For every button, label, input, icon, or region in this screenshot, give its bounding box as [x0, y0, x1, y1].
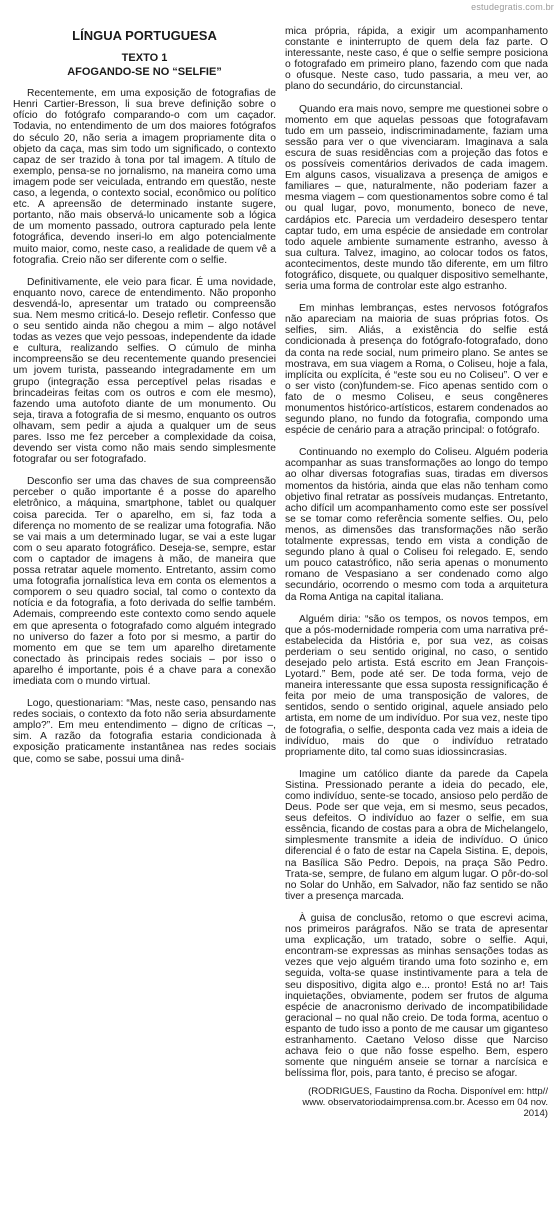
- paragraph: Alguém diria: “são os tempos, os novos tempos, em que a pós-modernidade romperia com uma narrativa pré-estabelecida da História e, por sua vez, as coisas perderiam o seu sentido original, no caso, o sentido desejado pelo artista. Está escrito em Jean François-Lyotard.” Bem, pode até ser. De toda forma, vejo de maneira interessante que essa suposta ressignificação é feita por meio de uma transposição de valores, de sentidos, sendo o sentido original, aquele ansiado pelo artista, em nome de um indivíduo. Por sua vez, neste tipo de fotografia, o selfie, desponta cada vez mais a ideia de indivíduo, mais do que o indivíduo retratado propriamente dito, tal como suas idiossincrasias.: [285, 613, 548, 758]
- paragraph: Continuando no exemplo do Coliseu. Alguém poderia acompanhar as suas transformações ao longo do tempo ao olhar diversas fotografias suas, tiradas em diversos momentos da história, ainda que elas não tenham como objetivo final retratar as possíveis mudanças. Entretanto, acho difícil um acompanhamento como este ser possível se se tomar como referência somente selfies. Ou, pelo menos, as dimensões das transformações não serão totalmente expressas, tendo em vista a condição de segundo plano à qual o Coliseu foi relegado. E, sendo um pouco catastrófico, não seria apenas o monumento romano de Vespasiano a ser condenado como algo secundário, ocorrendo o mesmo com toda a arquitetura da Roma Antiga na capital italiana.: [285, 447, 548, 603]
- right-column: [285, 26, 548, 1119]
- paragraph: Quando era mais novo, sempre me questionei sobre o momento em que aquelas pessoas que fotografavam tudo em um passeio, indiscriminadamente, faziam uma sessão para ver o que vivenciaram. Imaginava a sala escura de suas residências com a projeção das fotos e os possíveis comentários derivados de cada imagem. Em alguns casos, visualizava a presença de amigos e familiares – que, naturalmente, não poderiam fazer a mesma viagem – com questionamentos sobre como é tal ou qual lugar, povo, monumento, boneco de neve, cardápios etc. Parecia um verdadeiro desespero tentar captar tudo, em uma espécie de ansiedade em controlar todo aquele ambiente sumamente estranho, avesso à sua cultura. Talvez, imagino, ao colocar todos os fatos, acontecimentos, deste mundo tão diferente, em um filtro fotográfico, disquete, ou qualquer dispositivo semelhante, seria uma forma de controlar este algo estranho.: [285, 103, 548, 293]
- paragraph: Definitivamente, ele veio para ficar. É uma novidade, enquanto novo, carece de entendimento. Não proponho desvendá-lo, apresentar um tratado ou compreensão sua. Nem mesmo criticá-lo. Desejo refletir. Confesso que o seu sentido ainda não chegou a mim – algo notável todas as vezes que vejo pessoas, independente da idade e cultura, realizando selfies. O cúmulo de minha incompreensão se deu recentemente quando presenciei um jovem turista, passeando integradamente em um grupo (integração essa perceptível pelas risadas e brincadeiras feitas com os outros e com ele mesmo), fazendo uma autofoto diante de um monumento. Ou seja, tirava a fotografia de si mesmo, enquanto os outros olhavam, sem pedir a ajuda a qualquer um de seus pares. Isso me fez perceber a complexidade da coisa, devendo ser vista como não mais sendo simplesmente fotografar ou ser fotografado.: [13, 276, 276, 466]
- paragraph: Logo, questionariam: “Mas, neste caso, pensando nas redes sociais, o contexto da foto não seria absurdamente amplo?”. Em meu entendimento – digno de críticas –, sim. A razão da fotografia estaria condicionada à exposição praticamente instantânea nas redes sociais que, como se sabe, possui uma dinâ-: [13, 698, 276, 765]
- subject-heading: LÍNGUA PORTUGUESA: [72, 28, 217, 43]
- paragraph: Recentemente, em uma exposição de fotografias de Henri Cartier-Bresson, li sua breve definição sobre o ofício do fotógrafo comparando-o com um caçador. Todavia, no entendimento de um dos maiores fotógrafos do século 20, não seria a imagem propriamente dita o objeto da caça, mas sim todo um significado, o contexto capaz de ser trazido à tona por tal imagem. A título de exemplo, pensa-se no jornalismo, na maneira como uma imagem pode ser veiculada, entrando em questão, neste caso, a legenda, o contexto social, econômico ou político etc. A apreensão de determinado instante sugere, portanto, não mais observá-lo unicamente sob a lógica de um momento passado, outrora capturado pela lente fotográfica, devendo inseri-lo em algo potencialmente muito maior, como, neste caso, a realidade de quem vê a fotografia. Creio não ser diferente com o selfie.: [13, 88, 276, 266]
- site-watermark: estudegratis.com.br: [471, 2, 554, 12]
- article-title: AFOGANDO-SE NO “SELFIE”: [67, 66, 222, 79]
- paragraph: Imagine um católico diante da parede da Capela Sistina. Pressionado perante a ideia do pecado, ele, como indivíduo, sente-se tocado, ansioso pelo perdão de Deus. Pode ser que veja, em si mesmo, seus pecados, seus defeitos. O indivíduo ao fazer o selfie, em sua essência, ficando de costas para a obra de Michelangelo, simplesmente transmite a ideia de indivíduo. O único diferencial é o fato de estar na Capela Sistina. E, depois, na Basílica São Pedro. Depois, na praça São Pedro. Trata-se, sempre, de fulano em algum lugar. O pôr-do-sol no Solar do Unhão, em Salvador, não faz sentido se não tiver a presença marcada.: [285, 768, 548, 902]
- source-citation: (RODRIGUES, Faustino da Rocha. Disponível em: http// www. observatoriodaimprensa.com.br. Acesso em 04 nov. 2014): [302, 1086, 548, 1120]
- paragraph: À guisa de conclusão, retomo o que escrevi acima, nos primeiros parágrafos. Não se trata de apresentar uma explicação, um tratado, sobre o selfie. Aqui, encontram-se expressas as minhas sensações todas as vezes que vejo alguém tirando uma foto sozinho e, em seguida, volta-se quase instintivamente para a tela de seu dispositivo, digita algo e... pronto! Está no ar! Tais inquietações, obviamente, podem ser frutos de alguma espécie de anacronismo derivado de incompatibilidade geracional – no qual não creio. De toda forma, acentuo o espanto de tudo isso a ponto de me causar um giganteso estranhamento. Caetano Veloso disse que Narciso achava feio o que não fosse espelho. Bem, espero somente que ninguém anseie se tornar a narcísica e belíssima flor, pois, para tanto, é preciso se afogar.: [285, 912, 548, 1080]
- text-number-heading: TEXTO 1: [121, 52, 168, 64]
- paragraph-continuation: mica própria, rápida, a exigir um acompanhamento constante e ininterrupto de quem dela faz parte. O interessante, neste caso, é que o selfie sempre posiciona o fotografado em primeiro plano, fazendo com que nada o ofusque. Neste caso, tudo passaria, a meu ver, ao plano do secundário, do circunstancial.: [285, 26, 548, 93]
- paragraph: Desconfio ser uma das chaves de sua compreensão perceber o quão importante é a posse do aparelho eletrônico, a máquina, smartphone, tablet ou qualquer coisa parecida. Ter o aparelho, em si, faz toda a diferença no momento de se realizar uma fotografia. Não se vai mais a um determinado lugar, se vai a este lugar com o seu aparato fotográfico. Deseja-se, sempre, estar com o captador de imagens à mão, de maneira que possa retratar aquele momento. Entretanto, assim como uma fotografia jornalística leva em conta os elementos a comporem o seu quadro social, tal como o contexto da notícia e da fotografia, a foto derivada do selfie também. Ademais, compreendo este contexto como sendo aquele em que apresenta o fotografado como alguém integrado no universo do fazer a foto por si mesmo, a partir do momento em que se tem um aparelho diretamente conectado às principais redes sociais – por isso o aparelho é importante, pois é a chave para a conexão imediata com o mundo virtual.: [13, 476, 276, 687]
- paragraph: Em minhas lembranças, estes nervosos fotógrafos não apareciam na maioria de suas próprias fotos. Os selfies, sim. Aliás, a existência do selfie está condicionada à presença do fotógrafo-fotografado, dono da conta na rede social, num primeiro plano. Se antes se mostrava, em sua viagem a Roma, o Coliseu, hoje a fala, implícita ou explícita, é “este sou eu no Coliseu”. O ver e o ser visto (con)fundem-se. Fico apenas sentido com o fato de o mesmo Coliseu, e seus congêneres monumentos histórico-artísticos, estarem condenados ao segundo plano, no fundo da fotografia, compondo uma espécie de cenário para a atração principal: o fotógrafo.: [285, 303, 548, 437]
- left-column: [13, 26, 276, 776]
